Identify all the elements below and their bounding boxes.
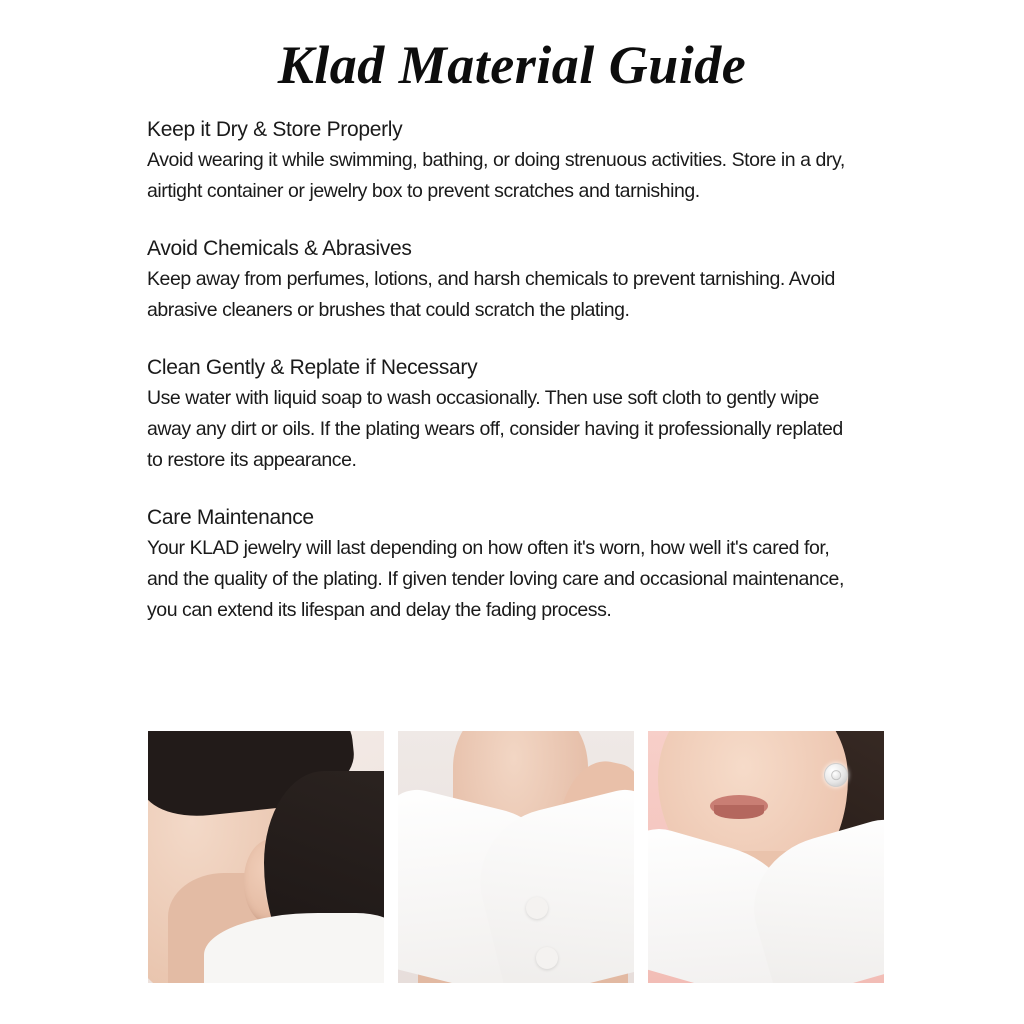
section-heading: Care Maintenance bbox=[147, 506, 314, 529]
section-heading: Avoid Chemicals & Abrasives bbox=[147, 237, 412, 260]
section-body: Keep away from perfumes, lotions, and harsh chemicals to prevent tarnishing. Avoid abrasive cleaners or brushes that could scratch the plating. bbox=[147, 268, 835, 321]
section-body: Your KLAD jewelry will last depending on how often it's worn, how well it's cared for, and the quality of the plating. If given tender loving care and occasional maintenance, you can extend its lifespan and delay the fading process. bbox=[147, 537, 844, 621]
section-keep-it-dry bbox=[147, 118, 847, 207]
section-body: Avoid wearing it while swimming, bathing, or doing strenuous activities. Store in a dry, airtight container or jewelry box to prevent scratches and tarnishing. bbox=[147, 149, 845, 202]
section-heading: Keep it Dry & Store Properly bbox=[147, 118, 403, 141]
guide-sections bbox=[147, 118, 847, 626]
page-title: Klad Material Guide bbox=[277, 35, 747, 95]
photo-necklace-closeup bbox=[398, 731, 634, 983]
photo-gallery bbox=[148, 731, 884, 983]
photo-portrait-pink bbox=[648, 731, 884, 983]
section-heading: Clean Gently & Replate if Necessary bbox=[147, 356, 478, 379]
section-clean-gently bbox=[147, 356, 847, 476]
photo-earring-profile bbox=[148, 731, 384, 983]
section-care-maintenance bbox=[147, 506, 847, 626]
stud-earring-icon bbox=[824, 763, 848, 787]
section-avoid-chemicals bbox=[147, 237, 847, 326]
section-body: Use water with liquid soap to wash occasionally. Then use soft cloth to gently wipe away any dirt or oils. If the plating wears off, consider having it professionally replated to restore its appearance. bbox=[147, 387, 843, 471]
